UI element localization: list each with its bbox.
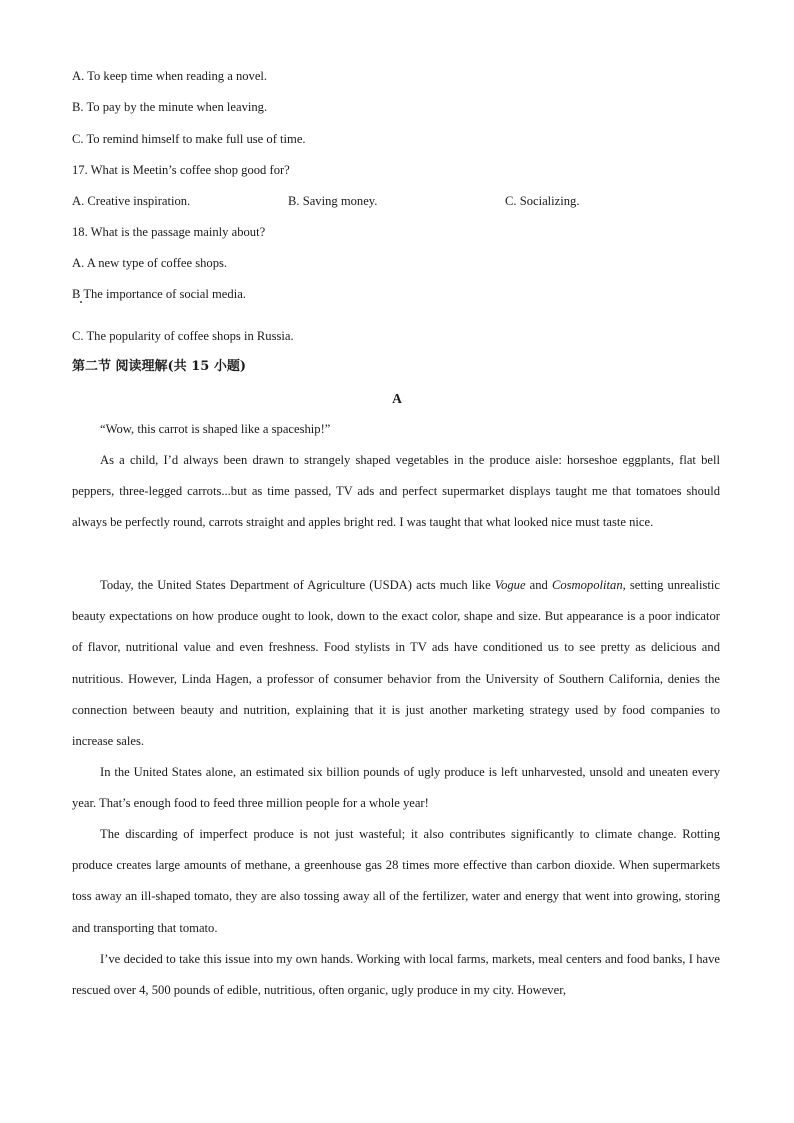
passage-paragraph-5: I’ve decided to take this issue into my own hands. Working with local farms, markets, meal centers and food banks, I have rescued over 4, 500 pounds of edible, nutritious, often organic, ugly produce in my city. However,	[72, 952, 720, 998]
passage-paragraph-1: As a child, I’d always been drawn to strangely shaped vegetables in the produce aisle: horseshoe eggplants, flat bell peppers, three-legged carrots...but as time passed, TV ads and perfect supermarket displays taught me that tomatoes should always be perfectly round, carrots straight and apples bright red. I was taught that what looked nice must taste nice.	[72, 453, 720, 530]
q18-option-b: B The importance of social media.	[72, 287, 246, 301]
q17-option-a: A. Creative inspiration.	[72, 194, 191, 208]
passage-paragraph-3: In the United States alone, an estimated six billion pounds of ugly produce is left unharvested, unsold and uneaten every year. That’s enough food to feed three million people for a whole year!	[72, 765, 720, 811]
passage-paragraph-2	[72, 570, 720, 757]
stray-dot-mark	[80, 301, 82, 303]
q17-option-c: C. Socializing.	[505, 194, 580, 208]
q18-option-c: C. The popularity of coffee shops in Russia.	[72, 329, 294, 343]
q17-option-b: B. Saving money.	[288, 194, 378, 208]
p2-and: and	[525, 578, 552, 592]
q16-option-a: A. To keep time when reading a novel.	[72, 69, 268, 83]
q16-option-c: C. To remind himself to make full use of time.	[72, 132, 306, 146]
passage-label: A	[392, 391, 402, 406]
passage-paragraph-4: The discarding of imperfect produce is not just wasteful; it also contributes significantly to climate change. Rotting produce creates large amounts of methane, a greenhouse gas 28 times more effective than carbon dioxide. When supermarkets toss away an ill-shaped tomato, they are also tossing away all of the fertilizer, water and energy that went into growing, storing and transporting that tomato.	[72, 827, 720, 935]
section-heading: 第二节 阅读理解(共 15 小题)	[72, 359, 246, 374]
p2-text-a: Today, the United States Department of Agriculture (USDA) acts much like	[100, 578, 495, 592]
q18-stem: 18. What is the passage mainly about?	[72, 225, 266, 239]
p2-vogue: Vogue	[494, 578, 526, 592]
q17-stem: 17. What is Meetin’s coffee shop good for?	[72, 163, 290, 177]
passage-quote: “Wow, this carrot is shaped like a spaceship!”	[100, 422, 331, 436]
q18-option-a: A. A new type of coffee shops.	[72, 256, 228, 270]
q16-option-b: B. To pay by the minute when leaving.	[72, 100, 268, 114]
p2-text-b: , setting unrealistic beauty expectations on how produce ought to look, down to the exact color, shape and size. But appearance is a poor indicator of flavor, nutritional value and even freshness. Food stylists in TV ads have conditioned us to see pretty as delicious and nutritious. However, Linda Hagen, a professor of consumer behavior from the University of Southern California, denies the connection between beauty and nutrition, explaining that it is just another marketing strategy used by food companies to increase sales.	[72, 578, 720, 749]
p2-cosmopolitan: Cosmopolitan	[551, 578, 623, 592]
